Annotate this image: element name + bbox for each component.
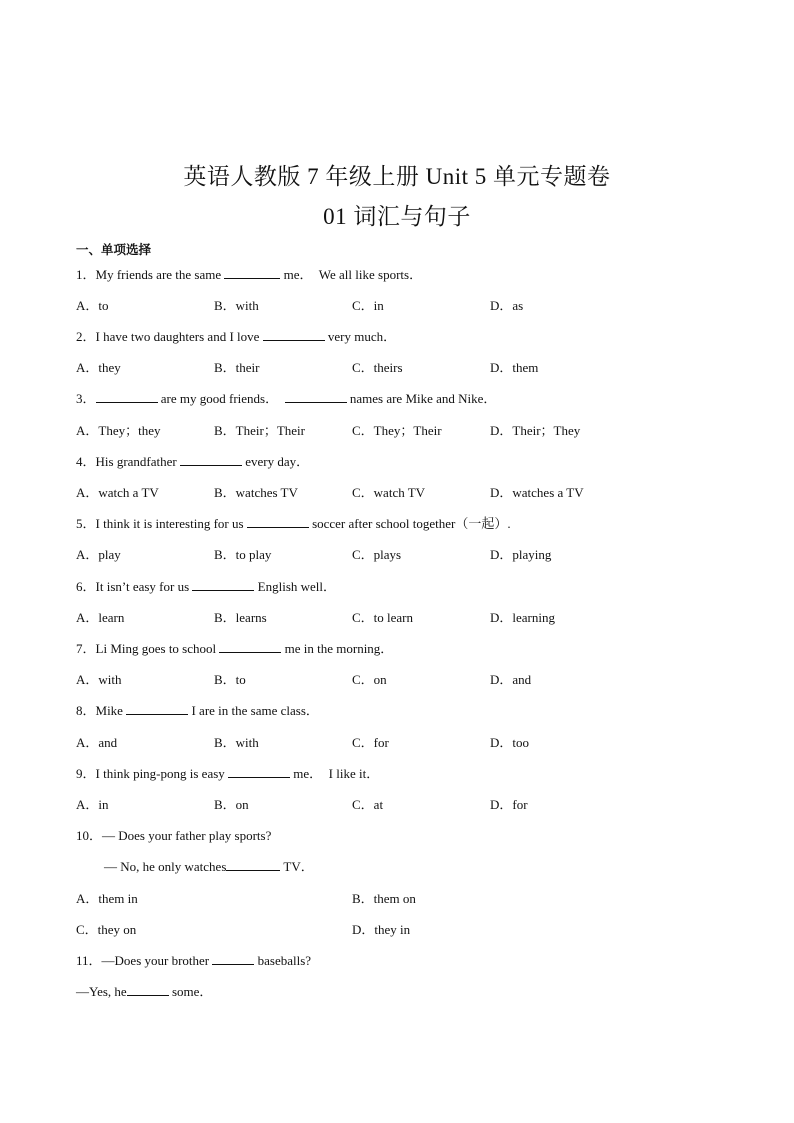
section-heading: 一、单项选择 <box>76 242 152 257</box>
question-8: 8．Mike I are in the same class． <box>76 703 319 718</box>
document-subtitle: 01 词汇与句子 <box>323 204 471 229</box>
option-a: A．with <box>76 672 122 687</box>
question-3: 3． are my good friends． names are Mike and Nike． <box>76 391 497 406</box>
option-c: C．for <box>352 735 389 750</box>
option-a: A．play <box>76 547 121 562</box>
option-c: C．to learn <box>352 610 414 625</box>
option-a: A．learn <box>76 610 125 625</box>
answer-blank <box>226 858 280 871</box>
answer-blank <box>212 952 254 965</box>
answer-blank <box>192 578 254 591</box>
option-a: A．them in <box>76 891 138 906</box>
option-d: D．Their；They <box>490 423 581 438</box>
option-c: C．on <box>352 672 387 687</box>
question-6: 6．It isn’t easy for us English well． <box>76 579 337 594</box>
option-b: B．learns <box>214 610 267 625</box>
answer-blank <box>180 453 242 466</box>
answer-blank <box>228 765 290 778</box>
option-b: B．on <box>214 797 249 812</box>
answer-blank <box>96 390 158 403</box>
answer-blank <box>219 640 281 653</box>
option-b: B．them on <box>352 891 416 906</box>
option-b: B．to <box>214 672 246 687</box>
answer-blank <box>285 390 347 403</box>
answer-blank <box>224 266 280 279</box>
option-c: C．they on <box>76 922 137 937</box>
option-d: D．they in <box>352 922 411 937</box>
option-d: D．and <box>490 672 532 687</box>
question-7: 7．Li Ming goes to school me in the morning． <box>76 641 394 656</box>
question-11: 11．—Does your brother baseballs? <box>76 953 312 968</box>
option-b: B．Their；Their <box>214 423 305 438</box>
option-c: C．theirs <box>352 360 403 375</box>
document-title: 英语人教版 7 年级上册 Unit 5 单元专题卷 <box>183 164 611 189</box>
option-d: D．playing <box>490 547 552 562</box>
question-10-reply: — No, he only watches TV． <box>104 859 314 874</box>
option-c: C．at <box>352 797 384 812</box>
question-1: 1．My friends are the same me． We all like sports． <box>76 267 423 282</box>
option-b: B．to play <box>214 547 272 562</box>
option-c: C．watch TV <box>352 485 426 500</box>
option-d: D．for <box>490 797 528 812</box>
question-4: 4．His grandfather every day． <box>76 454 310 469</box>
option-b: B．with <box>214 298 259 313</box>
option-a: A．and <box>76 735 118 750</box>
option-a: A．They；they <box>76 423 161 438</box>
question-10: 10．— Does your father play sports? <box>76 828 272 843</box>
option-a: A．they <box>76 360 121 375</box>
option-b: B．watches TV <box>214 485 298 500</box>
option-d: D．as <box>490 298 524 313</box>
option-d: D．watches a TV <box>490 485 584 500</box>
option-a: A．in <box>76 797 109 812</box>
answer-blank <box>127 983 169 996</box>
question-11-reply: —Yes, he some． <box>76 984 213 999</box>
option-a: A．to <box>76 298 109 313</box>
question-9: 9．I think ping-pong is easy me． I like it． <box>76 766 380 781</box>
option-c: C．plays <box>352 547 402 562</box>
answer-blank <box>126 702 188 715</box>
question-5: 5．I think it is interesting for us soccer after school together（一起）. <box>76 516 511 531</box>
option-c: C．in <box>352 298 384 313</box>
question-2: 2．I have two daughters and I love very much． <box>76 329 397 344</box>
option-b: B．with <box>214 735 259 750</box>
answer-blank <box>263 328 325 341</box>
option-c: C．They；Their <box>352 423 442 438</box>
option-b: B．their <box>214 360 260 375</box>
option-d: D．learning <box>490 610 555 625</box>
option-d: D．them <box>490 360 539 375</box>
option-d: D．too <box>490 735 530 750</box>
answer-blank <box>247 515 309 528</box>
option-a: A．watch a TV <box>76 485 159 500</box>
